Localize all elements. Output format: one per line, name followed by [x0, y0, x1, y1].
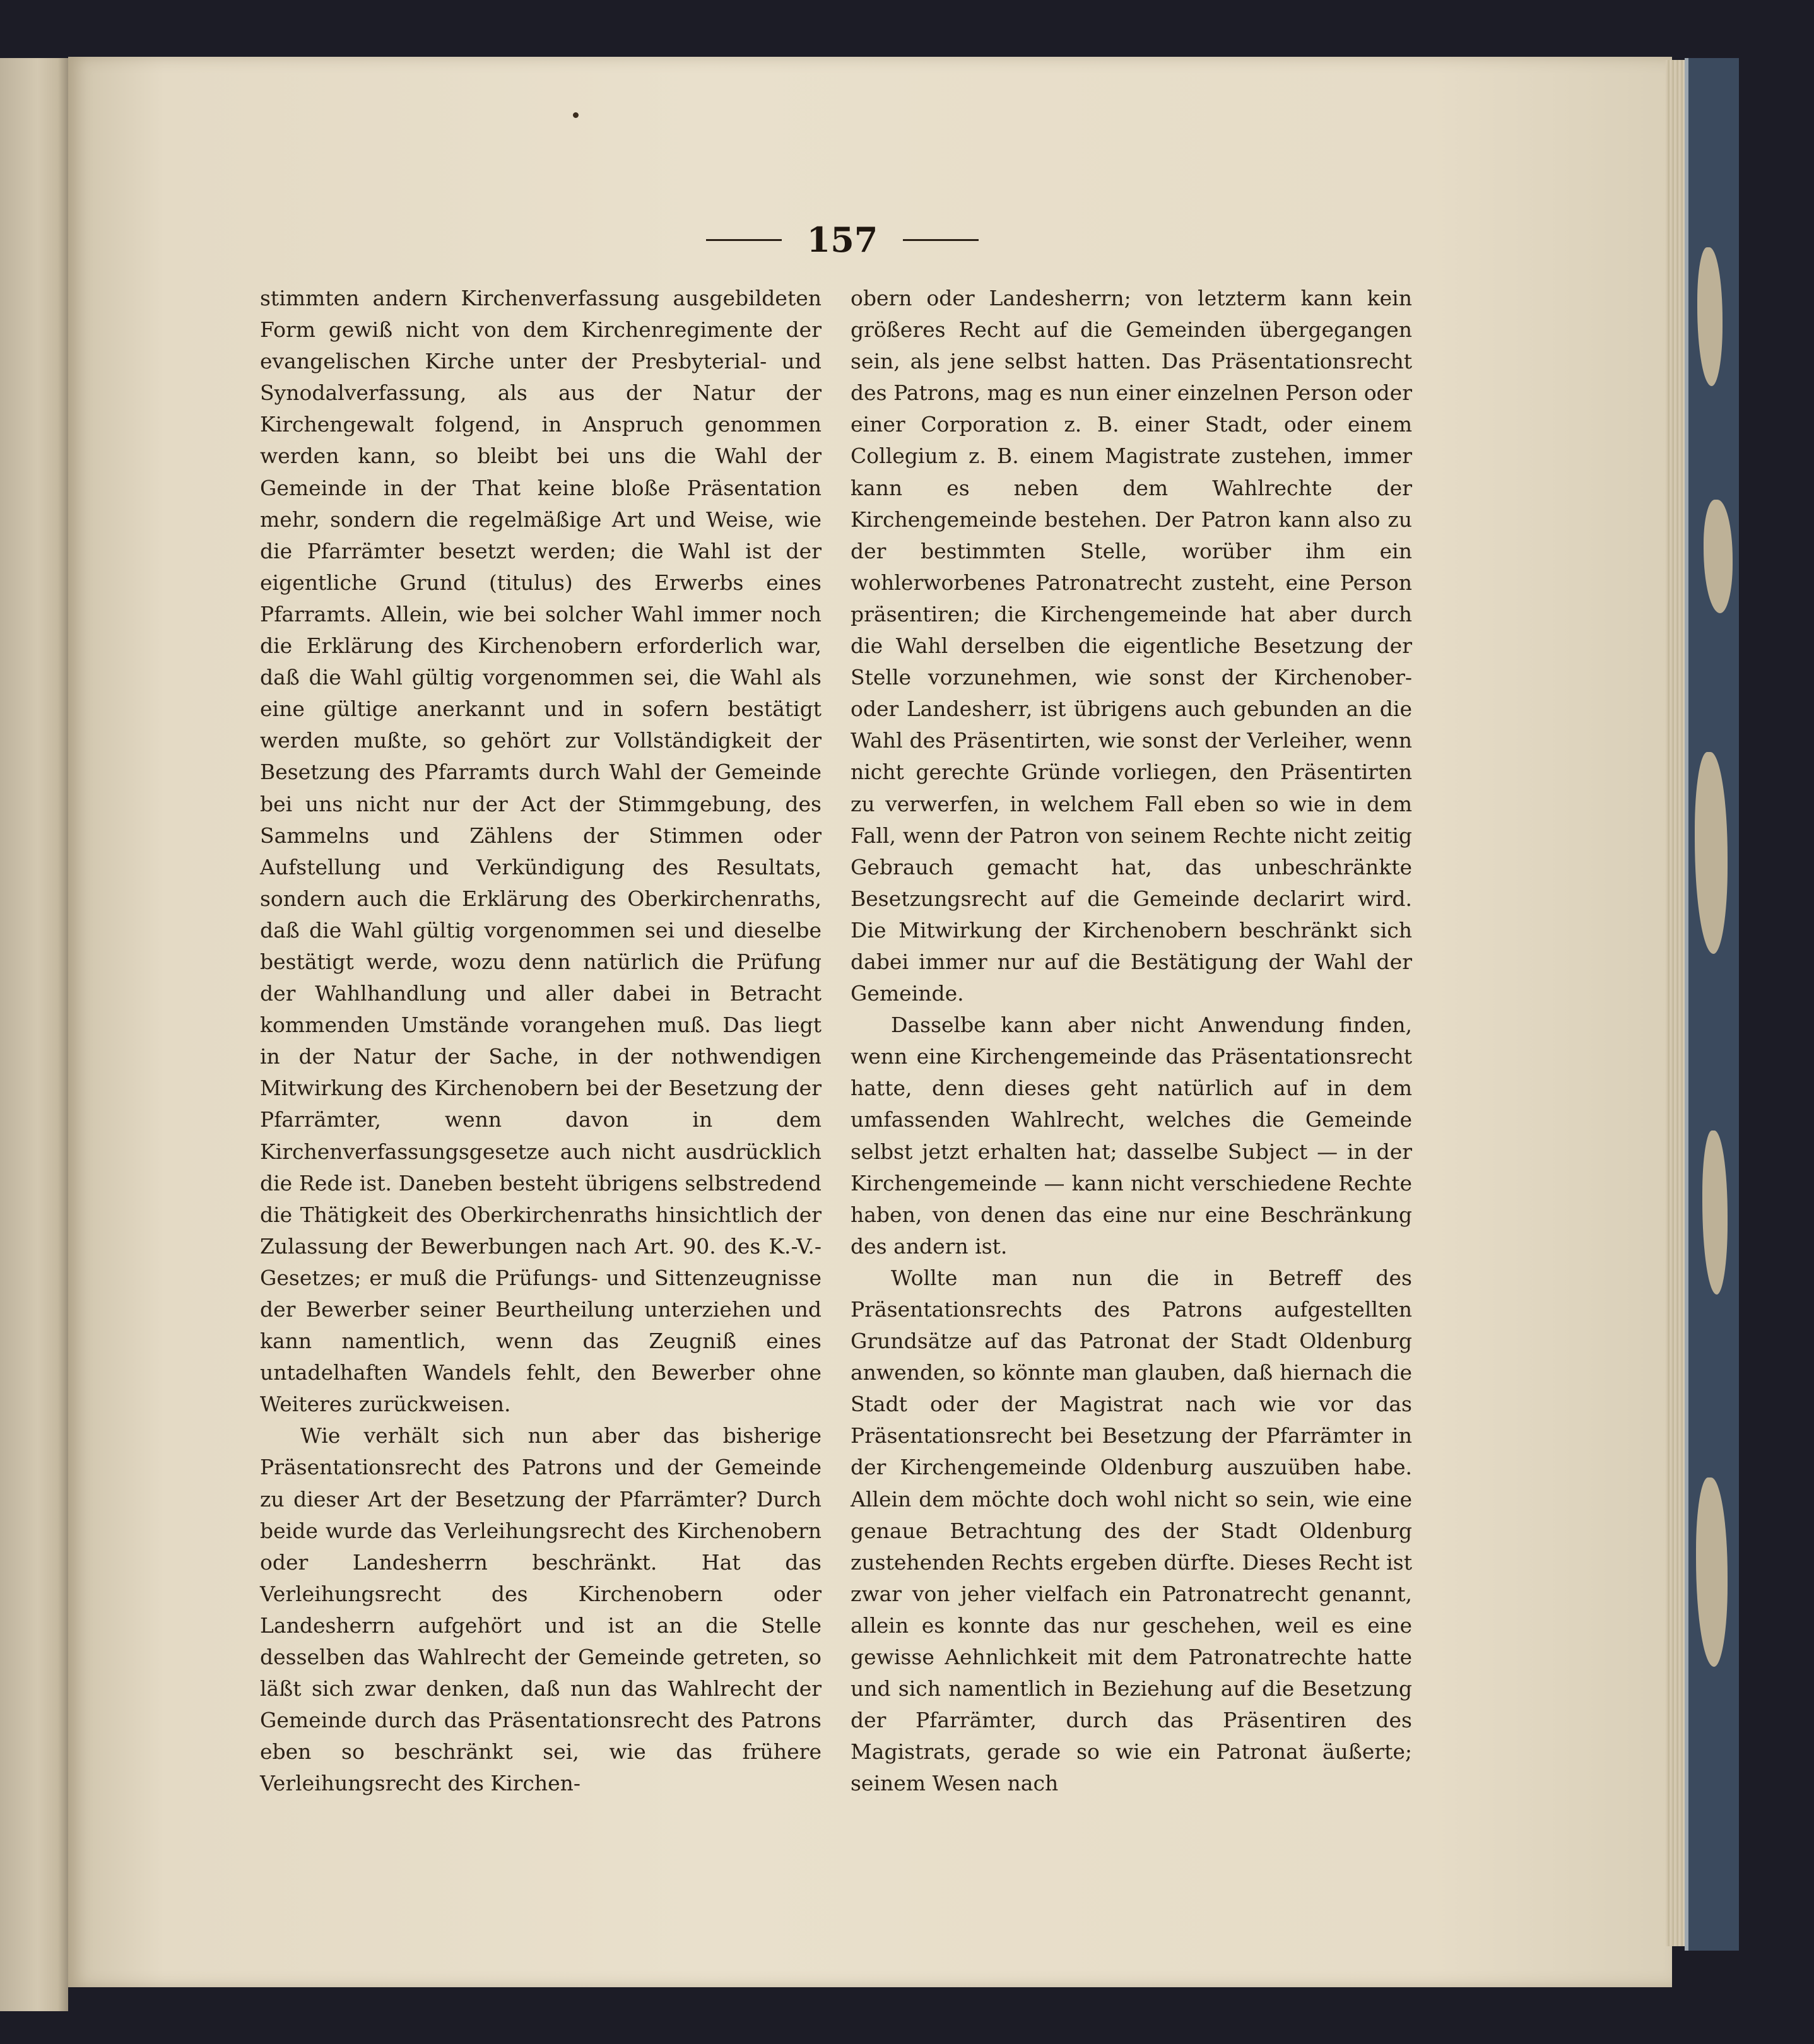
book-cover: [1685, 58, 1739, 1951]
paragraph: Wollte man nun die in Betreff des Präsentationsrechts des Patrons aufgestellten Grundsätze auf das Patronat der Stadt Oldenburg anwenden, so könnte man glauben, daß hiernach die Stadt oder der Magistrat nach wie vor das Präsentationsrecht bei Besetzung der Pfarrämter in der Kirchengemeinde Oldenburg auszuüben habe. Allein dem möchte doch wohl nicht so sein, wie eine genaue Betrachtung des der Stadt Oldenburg zustehenden Rechts ergeben dürfte. Dieses Recht ist zwar von jeher vielfach ein Patronatrecht genannt, allein es konnte das nur geschehen, weil es eine gewisse Aehnlichkeit mit dem Patronatrechte hatte und sich namentlich in Beziehung auf die Besetzung der Pfarrämter, durch das Präsentiren des Magistrats, gerade so wie ein Patronat äußerte; seinem Wesen nach: [851, 1265, 1412, 1796]
page-number: 157: [806, 220, 878, 260]
ink-dot: [573, 112, 579, 118]
text-column-left: [260, 283, 822, 1800]
page-header: [685, 214, 1000, 265]
header-rule-right: [903, 239, 979, 241]
paragraph: Dasselbe kann aber nicht Anwendung finden, wenn eine Kirchengemeinde das Präsentationsrecht hatte, denn dieses geht natürlich auf in dem umfassenden Wahlrecht, welches die Gemeinde selbst jetzt erhalten hat; dasselbe Subject — in der Kirchengemeinde — kann nicht verschiedene Rechte haben, von denen das eine nur eine Beschränkung des andern ist.: [851, 1013, 1412, 1259]
header-rule-left: [706, 239, 782, 241]
paragraph: stimmten andern Kirchenverfassung ausgebildeten Form gewiß nicht von dem Kirchenregimente der evangelischen Kirche unter der Presbyterial- und Synodalverfassung, als aus der Natur der Kirchengewalt folgend, in Anspruch genommen werden kann, so bleibt bei uns die Wahl der Gemeinde in der That keine bloße Präsentation mehr, sondern die regelmäßige Art und Weise, wie die Pfarrämter besetzt werden; die Wahl ist der eigentliche Grund (titulus) des Erwerbs eines Pfarramts. Allein, wie bei solcher Wahl immer noch die Erklärung des Kirchenobern erforderlich war, daß die Wahl gültig vorgenommen sei, die Wahl als eine gültige anerkannt und in sofern bestätigt werden mußte, so gehört zur Vollständigkeit der Besetzung des Pfarramts durch Wahl der Gemeinde bei uns nicht nur der Act der Stimmgebung, des Sammelns und Zählens der Stimmen oder Aufstellung und Verkündigung des Resultats, sondern auch die Erklärung des Oberkirchenraths, daß die Wahl gültig vorgenommen sei und dieselbe bestätigt werde, wozu denn natürlich die Prüfung der Wahlhandlung und aller dabei in Betracht kommenden Umstände vorangehen muß. Das liegt in der Natur der Sache, in der nothwendigen Mitwirkung des Kirchenobern bei der Besetzung der Pfarrämter, wenn davon in dem Kirchenverfassungsgesetze auch nicht ausdrücklich die Rede ist. Daneben besteht übrigens selbstredend die Thätigkeit des Oberkirchenraths hinsichtlich der Zulassung der Bewerbungen nach Art. 90. des K.-V.-Gesetzes; er muß die Prüfungs- und Sittenzeugnisse der Bewerber seiner Beurtheilung unterziehen und kann namentlich, wenn das Zeugniß eines untadelhaften Wandels fehlt, den Bewerber ohne Weiteres zurückweisen.: [260, 286, 822, 1417]
paragraph: obern oder Landesherrn; von letzterm kann kein größeres Recht auf die Gemeinden übergegangen sein, als jene selbst hatten. Das Präsentationsrecht des Patrons, mag es nun einer einzelnen Person oder einer Corporation z. B. einer Stadt, oder einem Collegium z. B. einem Magistrate zustehen, immer kann es neben dem Wahlrechte der Kirchengemeinde bestehen. Der Patron kann also zu der bestimmten Stelle, worüber ihm ein wohlerworbenes Patronatrecht zusteht, eine Person präsentiren; die Kirchengemeinde hat aber durch die Wahl derselben die eigentliche Besetzung der Stelle vorzunehmen, wie sonst der Kirchenober- oder Landesherr, ist übrigens auch gebunden an die Wahl des Präsentirten, wie sonst der Verleiher, wenn nicht gerechte Gründe vorliegen, den Präsentirten zu verwerfen, in welchem Fall eben so wie in dem Fall, wenn der Patron von seinem Rechte nicht zeitig Gebrauch gemacht hat, das unbeschränkte Besetzungsrecht auf die Gemeinde declarirt wird. Die Mitwirkung der Kirchenobern beschränkt sich dabei immer nur auf die Bestätigung der Wahl der Gemeinde.: [851, 286, 1412, 1006]
facing-page-edge: [0, 58, 68, 2011]
paragraph: Wie verhält sich nun aber das bisherige Präsentationsrecht des Patrons und der Gemeinde zu dieser Art der Besetzung der Pfarrämter? Durch beide wurde das Verleihungsrecht des Kirchenobern oder Landesherrn beschränkt. Hat das Verleihungsrecht des Kirchenobern oder Landesherrn aufgehört und ist an die Stelle desselben das Wahlrecht der Gemeinde getreten, so läßt sich zwar denken, daß nun das Wahlrecht der Gemeinde durch das Präsentationsrecht des Patrons eben so beschränkt sei, wie das frühere Verleihungsrecht des Kirchen-: [260, 1423, 822, 1796]
text-column-right: [851, 283, 1412, 1800]
